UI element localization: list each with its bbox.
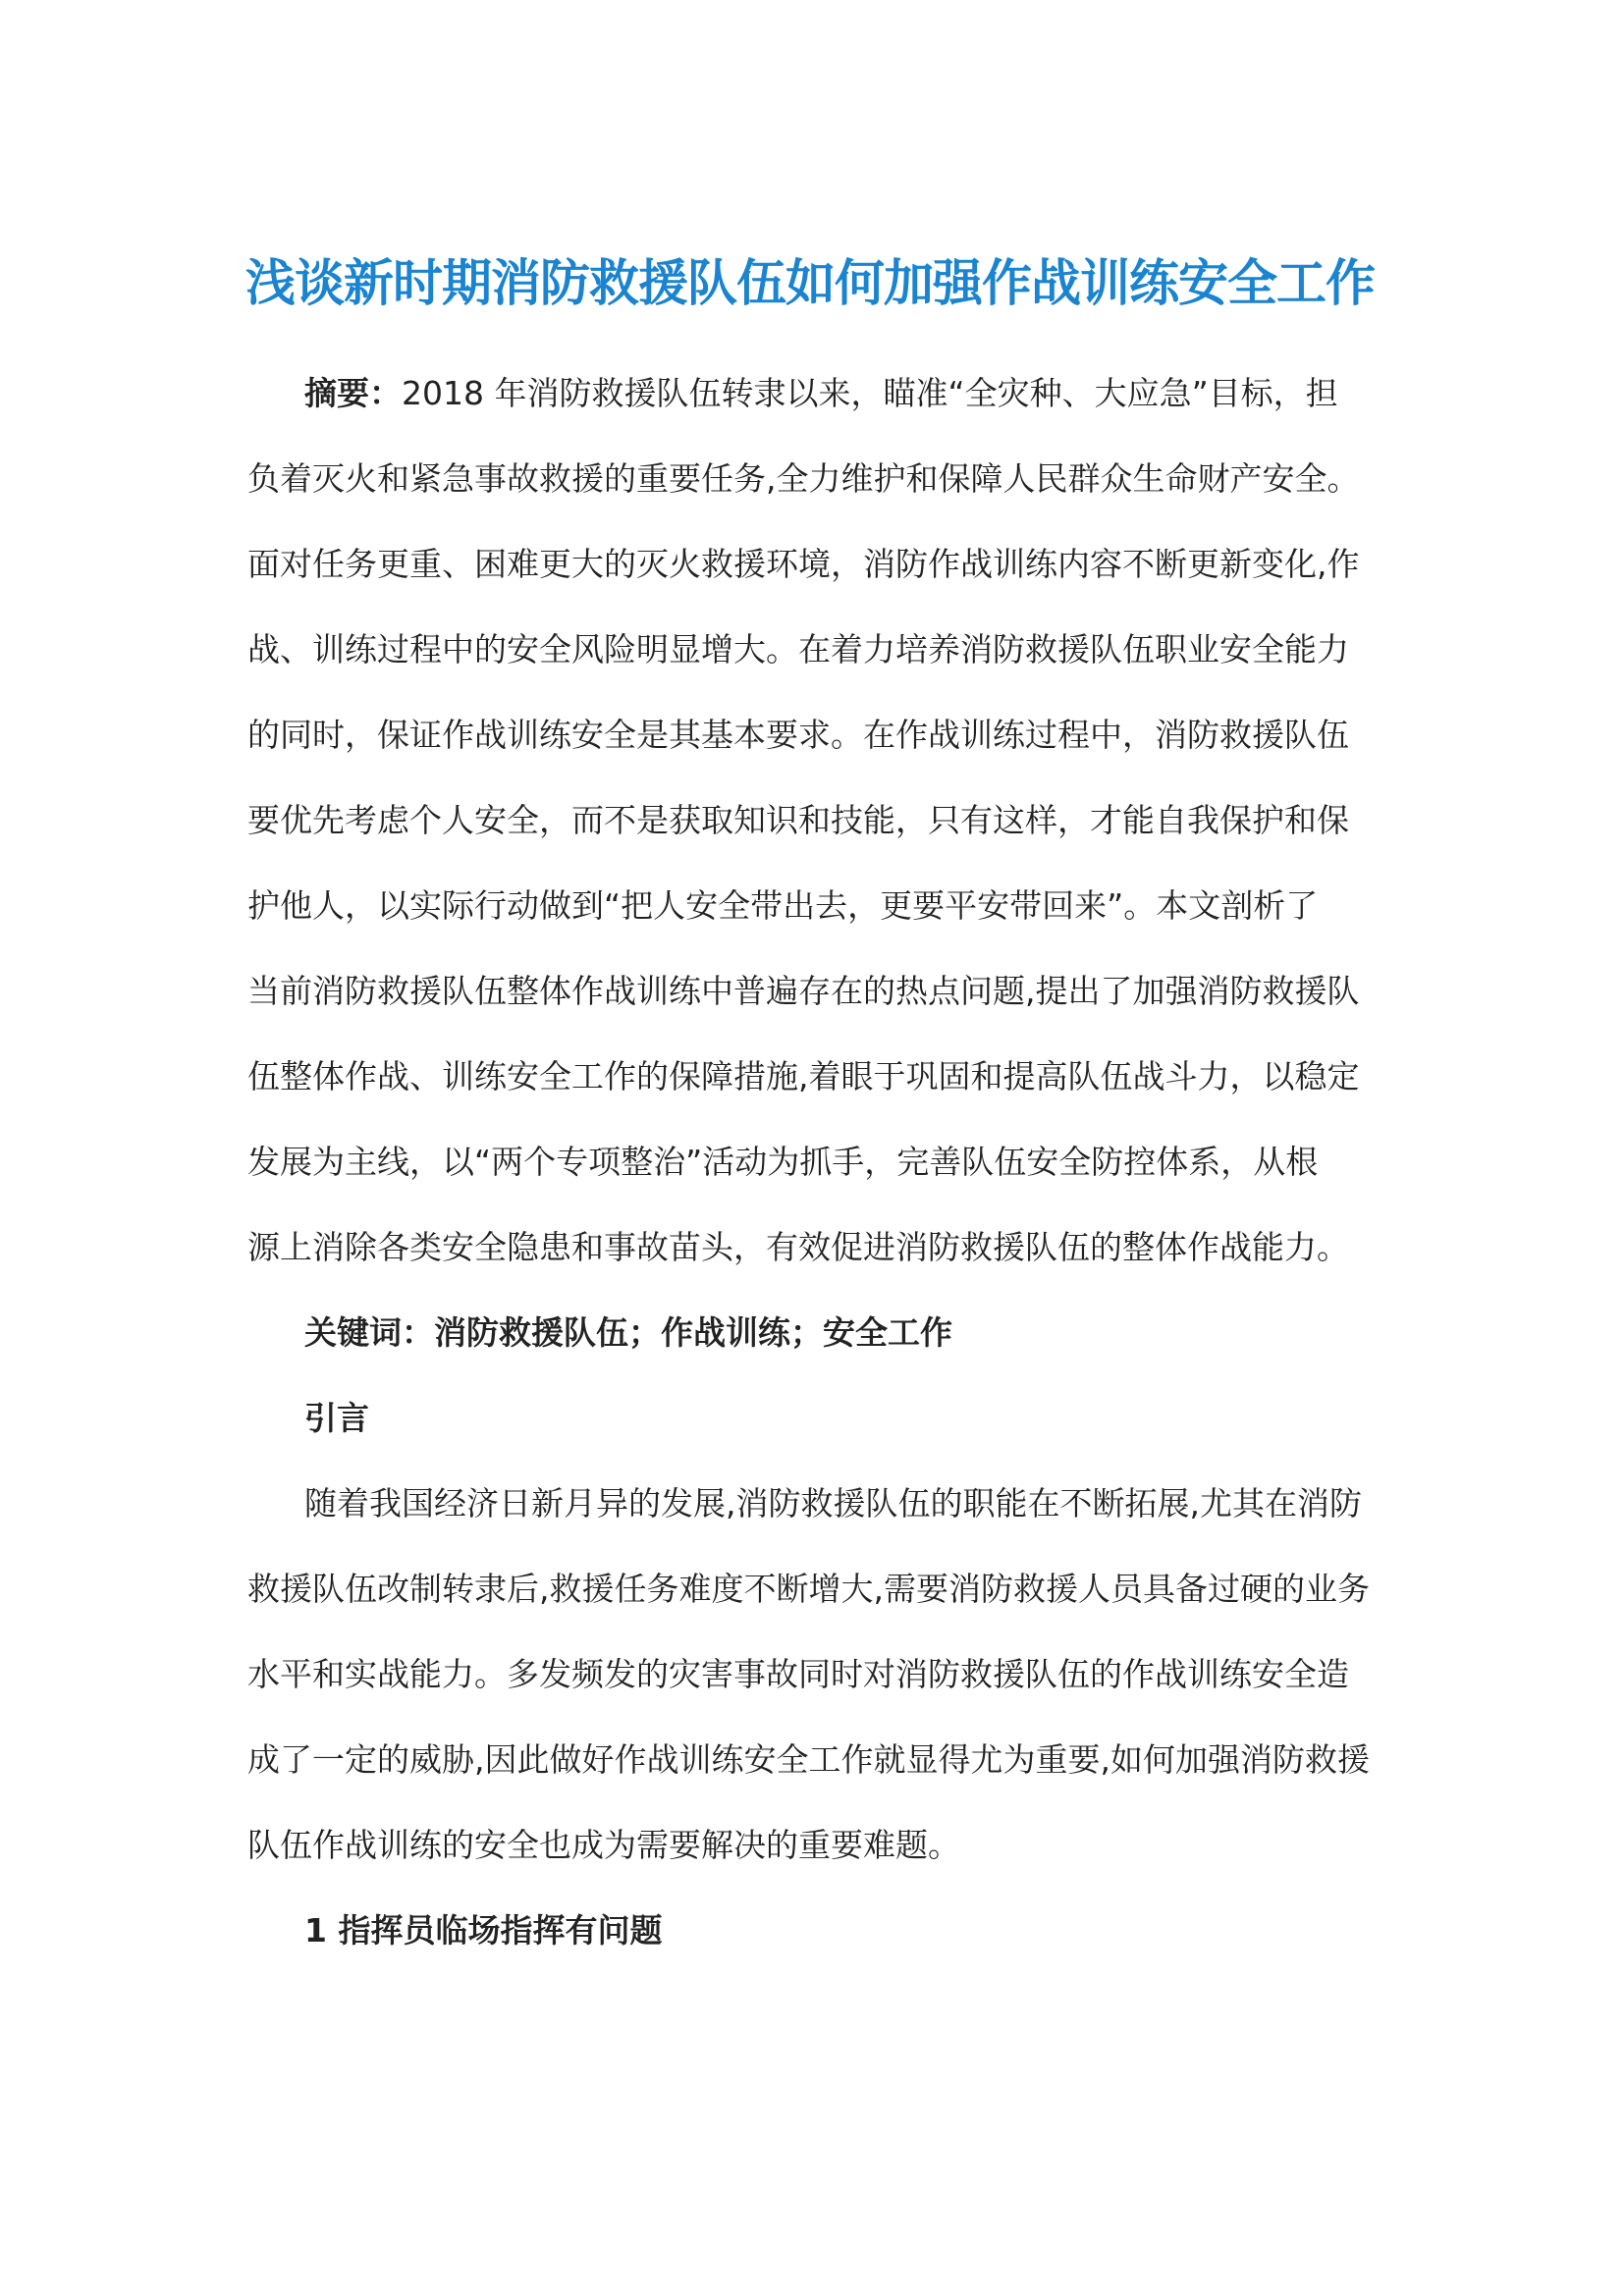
intro-line: 救援队伍改制转隶后,救援任务难度不断增大,需要消防救援人员具备过硬的业务 [247, 1570, 1370, 1608]
abstract-line: 当前消防救援队伍整体作战训练中普遍存在的热点问题,提出了加强消防救援队 [247, 972, 1360, 1010]
abstract-line: 护他人，以实际行动做到“把人安全带出去，更要平安带回来”。本文剖析了 [247, 886, 1319, 925]
document-body [247, 350, 1386, 1973]
intro-heading: 引言 [304, 1399, 369, 1437]
keywords: 关键词：消防救援队伍；作战训练；安全工作 [304, 1313, 952, 1352]
abstract-line: 要优先考虑个人安全，而不是获取知识和技能，只有这样，才能自我保护和保 [247, 801, 1349, 839]
abstract-line: 发展为主线，以“两个专项整治”活动为抓手，完善队伍安全防控体系，从根 [247, 1143, 1319, 1181]
abstract-label: 摘要： [304, 374, 402, 412]
abstract-line: 源上消除各类安全隐患和事故苗头，有效促进消防救援队伍的整体作战能力。 [247, 1228, 1349, 1266]
intro-line: 成了一定的威胁,因此做好作战训练安全工作就显得尤为重要,如何加强消防救援 [247, 1740, 1370, 1779]
document-title: 浅谈新时期消防救援队伍如何加强作战训练安全工作 [245, 255, 1376, 313]
abstract-text: 2018 年消防救援队伍转隶以来，瞄准“全灾种、大应急”目标，担 [402, 374, 1338, 412]
abstract-line: 面对任务更重、困难更大的灭火救援环境，消防作战训练内容不断更新变化,作 [247, 545, 1360, 583]
section-heading: 1 指挥员临场指挥有问题 [304, 1911, 663, 1949]
abstract-line: 负着灭火和紧急事故救援的重要任务,全力维护和保障人民群众生命财产安全。 [247, 459, 1360, 498]
intro-line: 水平和实战能力。多发频发的灾害事故同时对消防救援队伍的作战训练安全造 [247, 1655, 1349, 1693]
abstract-line: 的同时，保证作战训练安全是其基本要求。在作战训练过程中，消防救援队伍 [247, 716, 1349, 754]
abstract-line: 伍整体作战、训练安全工作的保障措施,着眼于巩固和提高队伍战斗力，以稳定 [247, 1057, 1360, 1095]
abstract-line [247, 350, 1386, 436]
intro-line: 随着我国经济日新月异的发展,消防救援队伍的职能在不断拓展,尤其在消防 [304, 1484, 1362, 1522]
abstract-line: 战、训练过程中的安全风险明显增大。在着力培养消防救援队伍职业安全能力 [247, 630, 1349, 668]
intro-line: 队伍作战训练的安全也成为需要解决的重要难题。 [247, 1826, 960, 1864]
